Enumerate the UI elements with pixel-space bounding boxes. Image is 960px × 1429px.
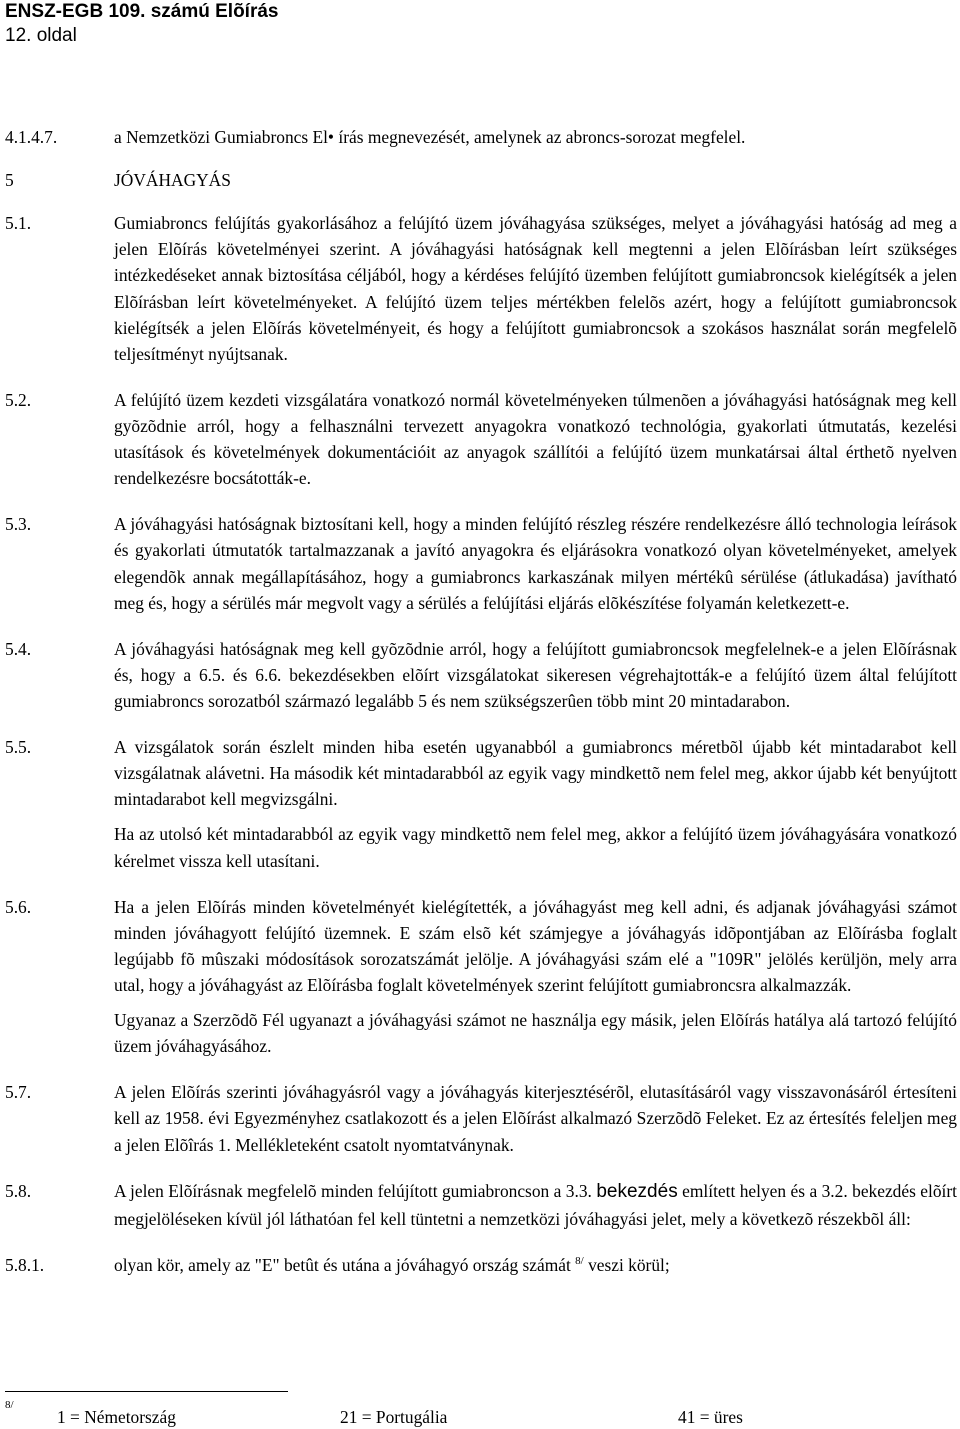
section-number: 5.6. [5,896,32,917]
paragraph [114,1252,957,1278]
section-number: 5.4. [5,638,32,659]
section-5-3 [5,511,957,615]
footnote-entry: 21 = Portugália [340,1407,448,1427]
footnote [5,1400,955,1428]
section-number: 5 [5,170,14,191]
section-number: 4.1.4.7. [5,127,58,147]
paragraph: A vizsgálatok során észlelt minden hiba esetén ugyanabból a gumiabroncs méretbõl újabb két mintadarabot kell vizsgálatnak alávetni. Ha második két mintadarabból az egyik vagy mindkettõ nem felel meg, akkor újabb két benyújtott mintadarabot kell megvizsgálni. [114,737,957,810]
section-5-8 [5,1178,957,1233]
section-text [114,387,957,491]
section-number: 5.1. [5,213,32,234]
section-text [114,734,957,874]
text-run: említett helyen és a 3.2. bekezdés elõírt megjelöléseken kívül jól láthatóan fel kell tüntetni a nemzetközi jóváhagyási jelet, mely a következõ részekbõl áll: [114,1180,957,1230]
section-text [114,1079,957,1157]
section-text [114,1178,957,1233]
section-5-4 [5,636,957,714]
paragraph: Gumiabroncs felújítás gyakorlásához a felújító üzem jóváhagyása szükséges, melyet a jóváhagyási hatóság ad meg a jelen Elõírás követelményei szerint. A jóváhagyási hatóságnak kell megtenni a jelen Elõírásban leírt szükséges intézkedéseket annak biztosítása céljából, hogy a kérdéses felújító üzemben felújított gumiabroncsok kielégítsék a jelen Elõírásban leírt követelményeket. A felújító üzem teljes mértékben felelõs azért, hogy a felújított gumiabroncsok kielégítsék a jelen Elõírás követelményeit, és hogy a felújított gumiabroncsok a szokásos használat során megfelelõ teljesítményt nyújtsanak. [114,213,957,364]
section-text [114,894,957,1060]
section-text [114,210,957,367]
text-run-large: bekezdés [596,1180,678,1202]
text-run: olyan kör, amely az "E" betût és utána a jóváhagyó ország számát [114,1255,571,1276]
section-5-7 [5,1079,957,1157]
section-number: 5.7. [5,1082,32,1103]
section-heading [114,167,957,193]
footnote-entry: 41 = üres [678,1407,743,1427]
paragraph: Ugyanaz a Szerzõdõ Fél ugyanazt a jóváhagyási számot ne használja egy másik, jelen Elõírás hatálya alá tartozó felújító üzem jóváhagyásához. [114,1010,957,1057]
section-5-1 [5,210,957,367]
footnote-divider [5,1391,288,1392]
heading-text: JÓVÁHAGYÁS [114,170,231,191]
section-4-1-4-7 [5,124,957,150]
section-number: 5.3. [5,514,32,535]
page-header [5,0,279,48]
section-number: 5.8. [5,1180,32,1201]
paragraph: Ha az utolsó két mintadarabból az egyik vagy mindkettõ nem felel meg, akkor a felújító üzem jóváhagyására vonatkozó kérelmet vissza kell utasítani. [114,824,957,871]
footnote-reference: 8/ [575,1255,584,1268]
section-number: 5.2. [5,389,32,410]
section-text [114,1252,957,1278]
section-5-2 [5,387,957,491]
text-run: veszi körül; [588,1255,670,1276]
section-text [114,511,957,615]
section-5-5 [5,734,957,874]
section-number: 5.8.1. [5,1255,45,1276]
section-5-6 [5,894,957,1060]
paragraph: a Nemzetközi Gumiabroncs El• írás megnevezését, amelynek az abroncs-sorozat megfelel. [114,127,746,147]
section-5 [5,167,957,193]
paragraph: A jóváhagyási hatóságnak meg kell gyõzõdnie arról, hogy a felújított gumiabroncsok megfelelnek-e a jelen Elõírásnak és, hogy a 6.5. és 6.6. bekezdésekben elõírt vizsgálatokat sikeresen végrehajtották-e a felújító üzem által felújított gumiabroncs sorozatból származó legalább 5 és nem szükségszerûen több mint 20 mintadarabon. [114,638,957,711]
section-5-8-1 [5,1252,957,1278]
paragraph: Ha a jelen Elõírás minden követelményét kielégítették, a jóváhagyást meg kell adni, és adjanak jóváhagyási számot minden jóváhagyott felújító üzemnek. E szám elsõ két számjegye a jóváhagyás idõpontjában az Elõírásba foglalt legújabb fõ mûszaki módosítások sorozatszámát jelölje. A jóváhagyási szám elé a "109R" jelölés kerüljön, mely arra utal, hogy a jóváhagyást az Elõírásba foglalt követelmények szerint felújított gumiabroncsra alkalmazzák. [114,896,957,995]
page-number: 12. oldal [5,25,77,46]
paragraph: A jóváhagyási hatóságnak biztosítani kell, hogy a minden felújító részleg részére rendelkezésre álló technologia leírások és gyakorlati útmutatók tartalmazzanak a javító anyagokra és eljárásokra vonatkozó olyan követelményeket, amelyek elegendõk annak megállapításához, hogy a gumiabroncs karkaszának milyen mértékû sérülése (átlukadása) javítható meg és, hogy a sérülés már megvolt vagy a sérülés a felújítási eljárás elõkészítése folyamán keletkezett-e. [114,514,957,613]
section-text [114,124,957,150]
document-title: ENSZ-EGB 109. számú Elõírás [5,1,279,22]
section-text [114,636,957,714]
paragraph [114,1178,957,1233]
text-run: A jelen Elõírásnak megfelelõ minden felújított gumiabroncson a 3.3. [114,1180,592,1201]
document-body [5,124,957,1278]
paragraph: A jelen Elõírás szerinti jóváhagyásról vagy a jóváhagyás kiterjesztésérõl, elutasításáról vagy visszavonásáról értesíteni kell az 1958. évi Egyezményhez csatlakozott és a jelen Elõírást alkalmazó Szerzõdõ Feleket. Ez az értesítés feleljen meg a jelen Elõîrás 1. Mellékleteként csatolt nyomtatványnak. [114,1082,957,1155]
paragraph: A felújító üzem kezdeti vizsgálatára vonatkozó normál követelményeken túlmenõen a jóváhagyási hatóságnak meg kell gyõzõdnie arról, hogy a felhasználni tervezett anyagokra vonatkozó technológia, gyakorlati útmutatás, kezelési utasítások és követelmények dokumentációit az anyagok szállítói a felújító üzem munkatársai által érthetõ nyelven rendelkezésre bocsátották-e. [114,389,957,489]
section-number: 5.5. [5,737,32,758]
footnote-mark: 8/ [5,1399,14,1411]
footnote-entry: 1 = Németország [57,1407,176,1427]
